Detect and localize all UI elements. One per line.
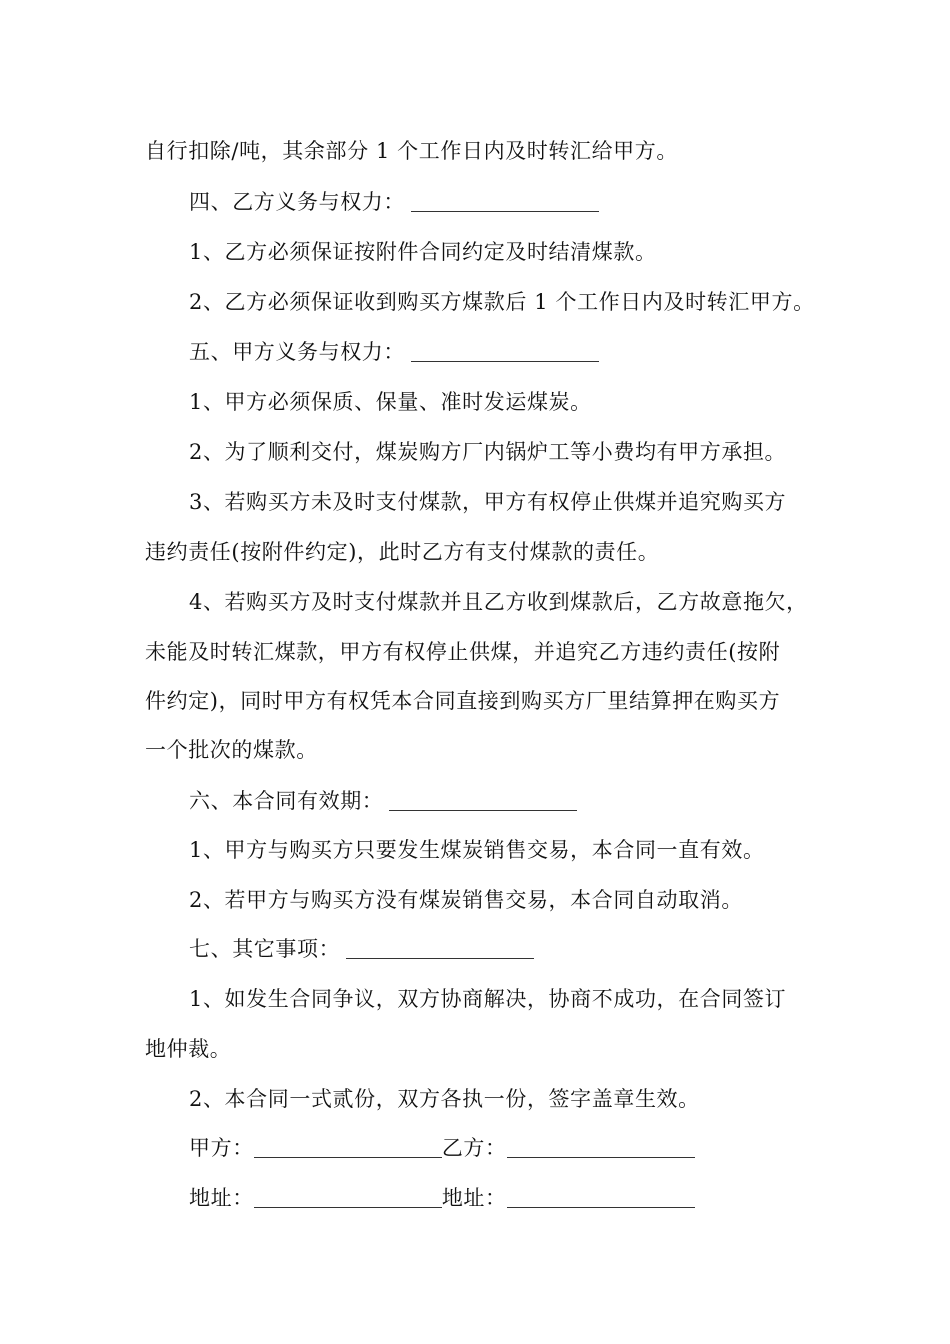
blank-line <box>411 341 599 362</box>
blank-line <box>346 938 534 959</box>
section-heading-6 <box>189 786 869 816</box>
heading-text: 四、乙方义务与权力： <box>189 190 405 214</box>
address-b-label: 地址： <box>441 1186 507 1210</box>
party-a-blank <box>254 1137 442 1158</box>
paragraph-line: 件约定)，同时甲方有权凭本合同直接到购买方厂里结算押在购买方 <box>145 689 781 713</box>
paragraph-line: 2、若甲方与购买方没有煤炭销售交易，本合同自动取消。 <box>189 888 743 912</box>
heading-text: 五、甲方义务与权力： <box>189 340 405 364</box>
party-b-blank <box>507 1137 695 1158</box>
section-heading-5 <box>189 337 869 367</box>
blank-line <box>389 790 577 811</box>
paragraph-line: 一个批次的煤款。 <box>145 738 318 762</box>
paragraph-line: 2、乙方必须保证收到购买方煤款后 1 个工作日内及时转汇甲方。 <box>189 290 815 314</box>
signature-row-address <box>189 1183 869 1213</box>
section-heading-4 <box>189 187 869 217</box>
paragraph-line: 1、如发生合同争议，双方协商解决，协商不成功，在合同签订 <box>189 987 787 1011</box>
paragraph-line: 未能及时转汇煤款，甲方有权停止供煤，并追究乙方违约责任(按附 <box>145 640 781 664</box>
paragraph-line: 违约责任(按附件约定)，此时乙方有支付煤款的责任。 <box>145 540 660 564</box>
paragraph-line: 3、若购买方未及时支付煤款，甲方有权停止供煤并追究购买方 <box>189 490 787 514</box>
paragraph-line: 自行扣除/吨，其余部分 1 个工作日内及时转汇给甲方。 <box>145 139 678 163</box>
paragraph-line: 地仲裁。 <box>145 1037 232 1061</box>
address-a-blank <box>254 1187 442 1208</box>
address-a-label: 地址： <box>189 1186 254 1210</box>
paragraph-line: 1、乙方必须保证按附件合同约定及时结清煤款。 <box>189 240 657 264</box>
blank-line <box>411 191 599 212</box>
section-heading-7 <box>189 934 869 964</box>
party-a-label: 甲方： <box>189 1136 254 1160</box>
heading-text: 七、其它事项： <box>189 937 341 961</box>
paragraph-line: 1、甲方必须保质、保量、准时发运煤炭。 <box>189 390 592 414</box>
paragraph-line: 2、本合同一式贰份，双方各执一份，签字盖章生效。 <box>189 1087 700 1111</box>
paragraph-line: 2、为了顺利交付，煤炭购方厂内锅炉工等小费均有甲方承担。 <box>189 440 787 464</box>
paragraph-line: 1、甲方与购买方只要发生煤炭销售交易，本合同一直有效。 <box>189 838 765 862</box>
address-b-blank <box>507 1187 695 1208</box>
signature-row-party <box>189 1133 869 1163</box>
heading-text: 六、本合同有效期： <box>189 789 384 813</box>
paragraph-line: 4、若购买方及时支付煤款并且乙方收到煤款后，乙方故意拖欠， <box>189 590 808 614</box>
party-b-label: 乙方： <box>441 1136 507 1160</box>
